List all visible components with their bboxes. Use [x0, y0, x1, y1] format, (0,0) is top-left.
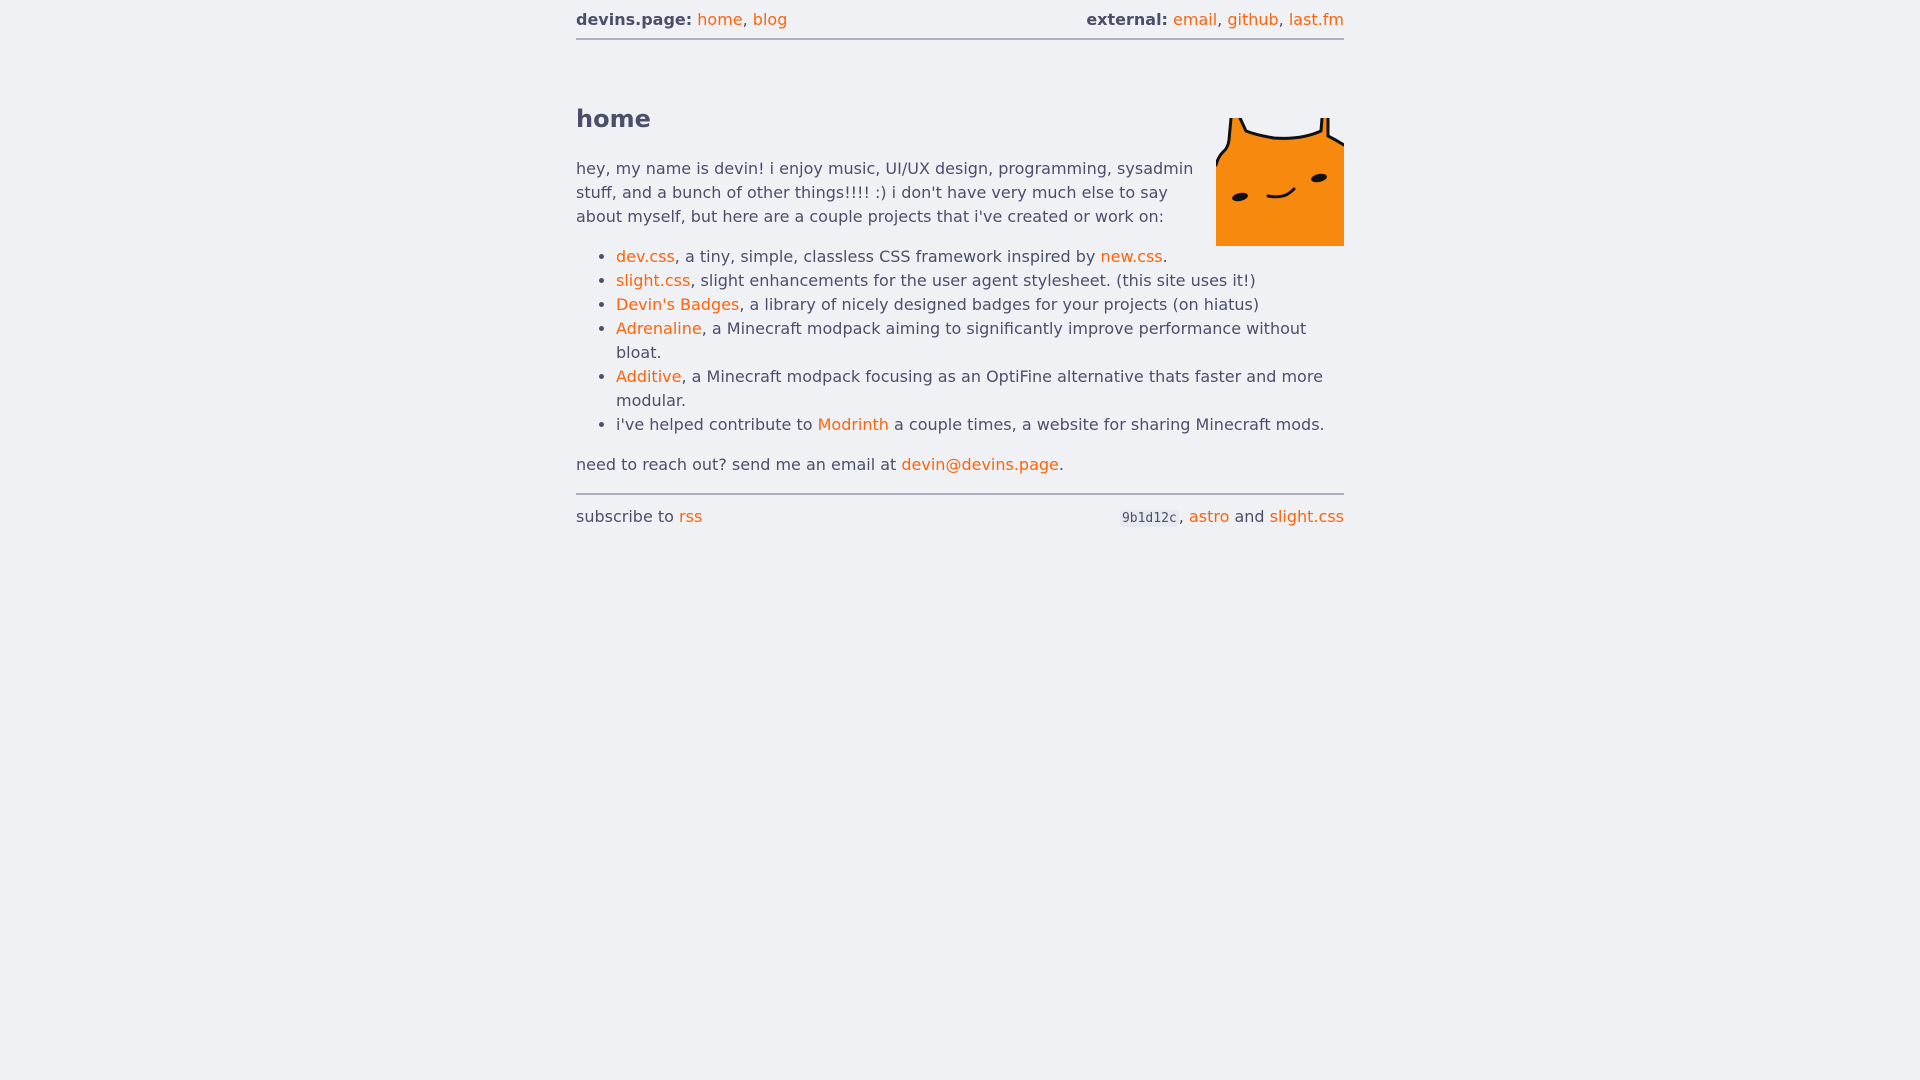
devins-badges-link[interactable]: Devin's Badges	[616, 295, 740, 314]
external-email-link[interactable]: email	[1173, 10, 1218, 29]
external-nav: external: email, github, last.fm	[1086, 10, 1344, 29]
new-css-link[interactable]: new.css	[1100, 247, 1163, 266]
additive-link[interactable]: Additive	[616, 367, 682, 386]
page	[576, 0, 1344, 526]
nav-blog-link[interactable]: blog	[752, 10, 788, 29]
project-list	[576, 245, 1344, 437]
footer-slight-css-link[interactable]: slight.css	[1269, 507, 1344, 526]
list-item: • Adrenaline, a Minecraft modpack aiming to significantly improve performance without bloat.	[616, 317, 1344, 365]
site-name: devins.page:	[576, 10, 693, 29]
list-item: • slight.css, slight enhancements for the user agent stylesheet. (this site uses it!)	[616, 269, 1344, 293]
contact-email-link[interactable]: devin@devins.page	[901, 455, 1059, 474]
page-title: home	[576, 105, 651, 133]
commit-hash: 9b1d12c	[1121, 511, 1177, 526]
site-nav: devins.page: home, blog	[576, 10, 788, 29]
rss-link[interactable]: rss	[679, 507, 703, 526]
external-label: external:	[1086, 10, 1168, 29]
external-github-link[interactable]: github	[1227, 10, 1279, 29]
adrenaline-link[interactable]: Adrenaline	[616, 319, 702, 338]
site-footer	[576, 493, 1344, 533]
list-item: • Devin's Badges, a library of nicely designed badges for your projects (on hiatus)	[616, 293, 1344, 317]
list-item: • i've helped contribute to Modrinth a couple times, a website for sharing Minecraft mods.	[616, 413, 1344, 437]
subscribe-line: subscribe to rss	[576, 507, 703, 526]
contact-line: need to reach out? send me an email at devin@devins.page.	[576, 455, 1064, 474]
site-header	[576, 0, 1344, 40]
external-lastfm-link[interactable]: last.fm	[1288, 10, 1344, 29]
list-item: • Additive, a Minecraft modpack focusing as an OptiFine alternative thats faster and more modular.	[616, 365, 1344, 413]
build-info: 9b1d12c , astro and slight.css	[1121, 507, 1344, 526]
astro-link[interactable]: astro	[1188, 507, 1230, 526]
intro-paragraph: hey, my name is devin! i enjoy music, UI/UX design, programming, sysadmin stuff, and a bunch of other things!!!! :) i don't have very much else to say about myself, but here are a couple projects that i've created or work on:	[576, 159, 1194, 226]
nav-home-link[interactable]: home	[697, 10, 743, 29]
modrinth-link[interactable]: Modrinth	[817, 415, 889, 434]
slight-css-link[interactable]: slight.css	[616, 271, 691, 290]
orange-cat-mascot-icon	[1216, 118, 1344, 246]
dev-css-link[interactable]: dev.css	[616, 247, 675, 266]
list-item: • dev.css, a tiny, simple, classless CSS framework inspired by new.css.	[616, 245, 1344, 269]
